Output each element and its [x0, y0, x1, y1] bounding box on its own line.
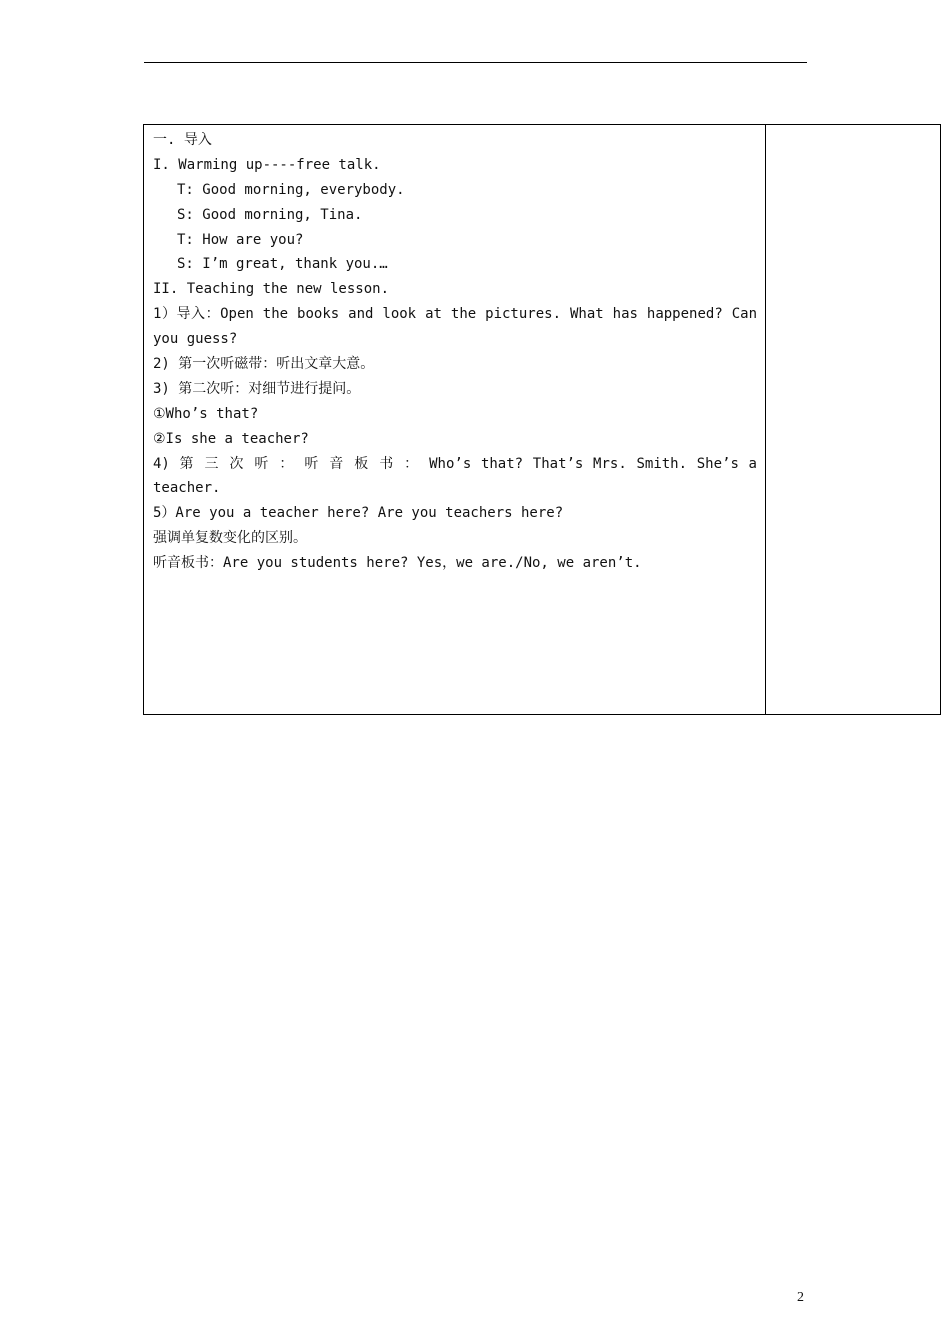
step-line: teacher. — [153, 480, 221, 497]
step-line: you guess? — [153, 331, 238, 348]
step-line: 2) 第一次听磁带：听出文章大意。 — [153, 356, 375, 373]
notes-cell — [766, 125, 940, 714]
dialogue-line: S: Good morning, Tina. — [177, 206, 363, 223]
header-rule — [144, 62, 807, 63]
question-line: ②Is she a teacher? — [153, 430, 309, 447]
question-line: ①Who’s that? — [153, 405, 259, 422]
warmup-heading: I. Warming up----free talk. — [153, 156, 381, 173]
step-line: 5）Are you a teacher here? Are you teachers here? — [153, 505, 564, 522]
note-line: 听音板书：Are you students here? Yes，we are./No, we aren’t. — [153, 555, 642, 572]
section-heading: 一. 导入 — [153, 132, 212, 148]
dialogue-line: T: Good morning, everybody. — [177, 181, 405, 198]
step-line: 3) 第二次听：对细节进行提问。 — [153, 380, 361, 397]
teaching-heading: II. Teaching the new lesson. — [153, 281, 390, 298]
lesson-content-cell — [144, 125, 766, 714]
dialogue-line: S: I’m great, thank you.… — [177, 256, 388, 273]
lesson-table — [143, 124, 941, 715]
step-line: 1）导入：Open the books and look at the pictures. What has happened? Can — [153, 306, 757, 323]
dialogue-line: T: How are you? — [177, 231, 304, 248]
note-line: 强调单复数变化的区别。 — [153, 530, 307, 547]
page-number: 2 — [797, 1290, 804, 1305]
step-line: 4) 第 三 次 听 ： 听 音 板 书 ： Who’s that? That’s Mrs. Smith. She’s a — [153, 455, 757, 472]
